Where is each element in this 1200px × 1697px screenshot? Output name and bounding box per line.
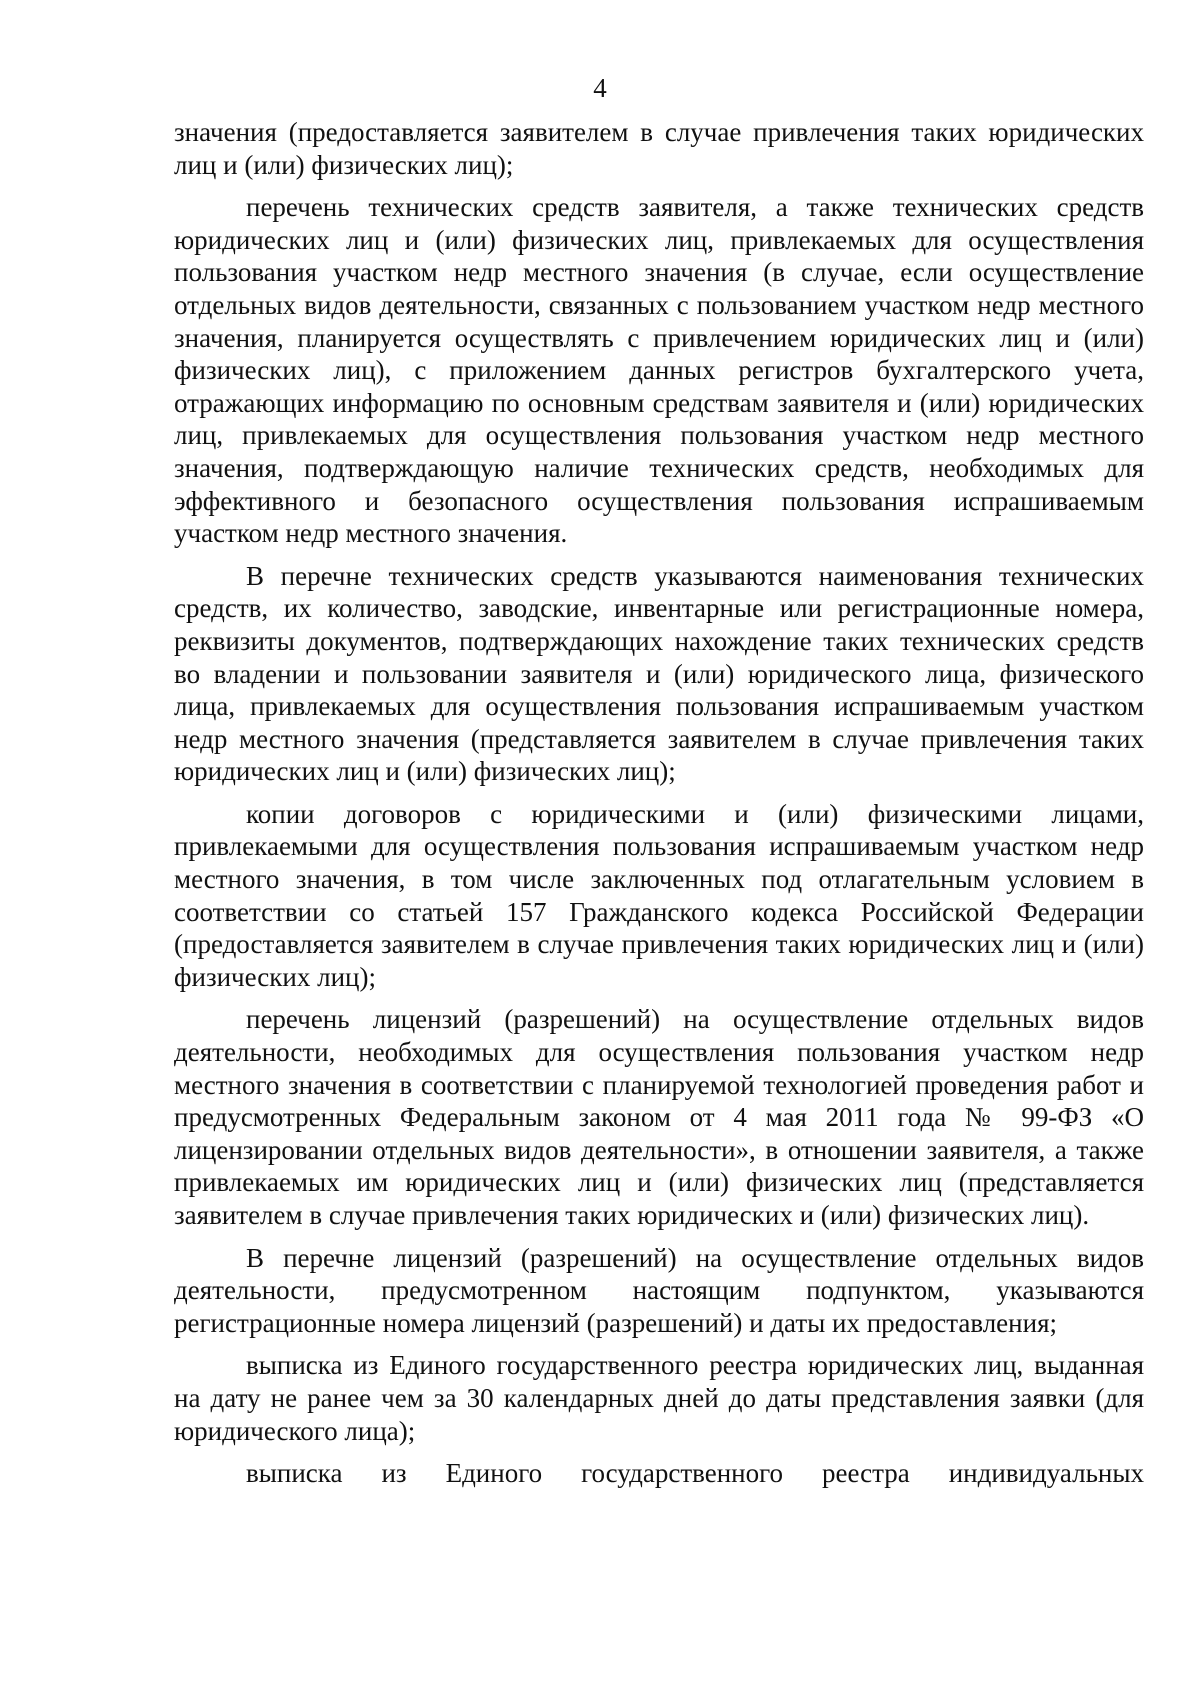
paragraph-egrip-extract: выписка из Единого государственного реестра индивидуальных: [246, 1458, 1144, 1489]
paragraph-licenses-list: перечень лицензий (разрешений) на осуществление отдельных видов деятельности, необходимых для осуществления пользования участком недр местного значения в соответствии с планируемой технологией проведения работ и предусмотренных Федеральным законом от 4 мая 2011 года № 99-ФЗ «О лицензировании отдельных видов деятельности», в отношении заявителя, а также привлекаемых им юридических лиц и (или) физических лиц (представляется заявителем в случае привлечения таких юридических и (или) физических лиц).: [174, 1004, 1144, 1230]
paragraph-contract-copies: копии договоров с юридическими и (или) физическими лицами, привлекаемыми для осуществления пользования испрашиваемым участком недр местного значения, в том числе заключенных под отлагательным условием в соответствии со статьей 157 Гражданского кодекса Российской Федерации (предоставляется заявителем в случае привлечения таких юридических лиц и (или) физических лиц);: [174, 798, 1144, 992]
page-number: 4: [593, 73, 607, 103]
document-body: [174, 116, 1144, 1500]
paragraph-licenses-details: В перечне лицензий (разрешений) на осуществление отдельных видов деятельности, предусмотренном настоящим подпунктом, указываются регистрационные номера лицензий (разрешений) и даты их предоставления;: [174, 1242, 1144, 1338]
paragraph-technical-means-list: перечень технических средств заявителя, а также технических средств юридических лиц и (или) физических лиц, привлекаемых для осуществления пользования участком недр местного значения (в случае, если осуществление отдельных видов деятельности, связанных с пользованием участком недр местного значения, планируется осуществлять с привлечением юридических лиц и (или) физических лиц), с приложением данных регистров бухгалтерского учета, отражающих информацию по основным средствам заявителя и (или) юридических лиц, привлекаемых для осуществления пользования участком недр местного значения, подтверждающую наличие технических средств, необходимых для эффективного и безопасного осуществления пользования испрашиваемым участком недр местного значения.: [174, 192, 1144, 549]
paragraph-technical-means-details: В перечне технических средств указываются наименования технических средств, их количество, заводские, инвентарные или регистрационные номера, реквизиты документов, подтверждающих нахождение таких технических средств во владении и пользовании заявителя и (или) юридического лица, физического лица, привлекаемых для осуществления пользования испрашиваемым участком недр местного значения (представляется заявителем в случае привлечения таких юридических лиц и (или) физических лиц);: [174, 560, 1144, 787]
paragraph-egrul-extract: выписка из Единого государственного реестра юридических лиц, выданная на дату не ранее чем за 30 календарных дней до даты представления заявки (для юридического лица);: [174, 1350, 1144, 1446]
paragraph-continuation: значения (предоставляется заявителем в случае привлечения таких юридических лиц и (или) физических лиц);: [174, 117, 1144, 180]
